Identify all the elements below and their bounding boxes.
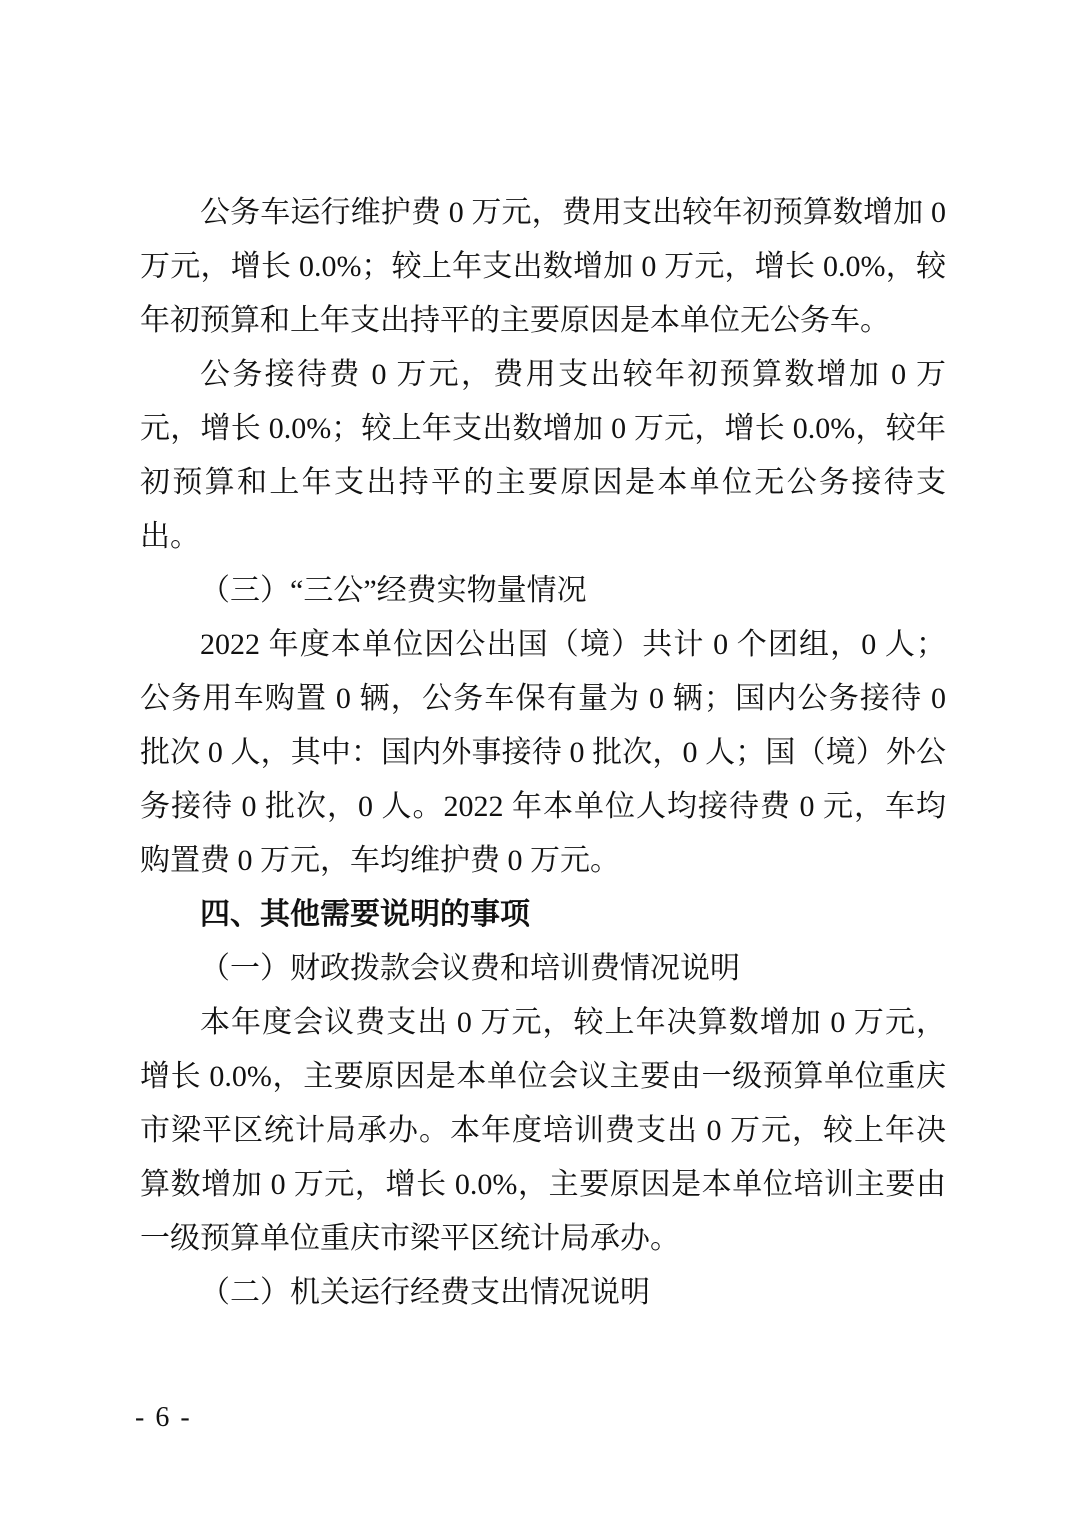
subheading-meeting-and-training-fees: （一）财政拨款会议费和培训费情况说明 [200, 952, 740, 985]
subheading-agency-operating-expense: （二）机关运行经费支出情况说明 [200, 1276, 650, 1309]
subheading-three-public-expenses-physical-quantity: （三）“三公”经费实物量情况 [200, 574, 587, 607]
document-body [140, 186, 946, 1320]
paragraph-vehicle-maintenance-expense: 公务车运行维护费 0 万元，费用支出较年初预算数增加 0 万元，增长 0.0%；较上年支出数增加 0 万元，增长 0.0%，较年初预算和上年支出持平的主要原因是本单位无公务车。 [140, 196, 946, 337]
page-number: - 6 - [135, 1402, 192, 1433]
paragraph-meeting-training-fee-details: 本年度会议费支出 0 万元，较上年决算数增加 0 万元，增长 0.0%，主要原因是本单位会议主要由一级预算单位重庆市梁平区统计局承办。本年度培训费支出 0 万元，较上年决算数增加 0 万元，增长 0.0%，主要原因是本单位培训主要由一级预算单位重庆市梁平区统计局承办。 [140, 1006, 946, 1255]
paragraph-official-reception-expense: 公务接待费 0 万元，费用支出较年初预算数增加 0 万元，增长 0.0%；较上年支出数增加 0 万元，增长 0.0%，较年初预算和上年支出持平的主要原因是本单位无公务接待支出。 [140, 358, 946, 553]
paragraph-physical-quantity-details: 2022 年度本单位因公出国（境）共计 0 个团组，0 人；公务用车购置 0 辆，公务车保有量为 0 辆；国内公务接待 0 批次 0 人，其中：国内外事接待 0 批次，0 人；国（境）外公务接待 0 批次，0 人。2022 年本单位人均接待费 0 元，车均购置费 0 万元，车均维护费 0 万元。 [140, 628, 946, 877]
heading-other-matters: 四、其他需要说明的事项 [200, 898, 530, 931]
